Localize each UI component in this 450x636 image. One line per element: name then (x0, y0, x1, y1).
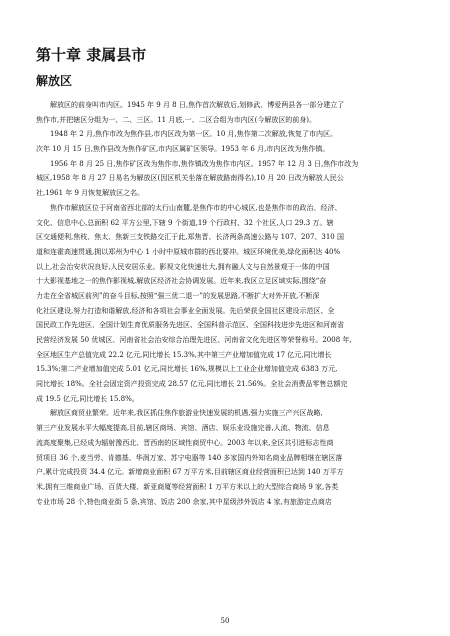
text-line: 1948 年 2 月,焦作市改为焦作县,市内区改为第一区。10 月,焦作第二次解放,恢复了市内区。 (50, 130, 337, 139)
text-line: 力走在全省城区前列”的奋斗目标,按照“强三优二退一”的发展思路,不断扩大对外开放,不断深 (36, 291, 320, 300)
text-line: 贸项目 36 个,麦当劳、肯德基、华润万家、苏宁电器等 140 多家国内外知名商业品牌相继在辖区落 (36, 453, 343, 462)
text-line: 社,1961 年 9 月恢复解放区之名。 (36, 189, 145, 198)
text-line: 米,拥有三维商业广场、百货大楼、新亚商厦等经营面积 1 万平方米以上的大型综合商场 9 家,各类 (36, 482, 339, 491)
text-line: 民营经济发展 50 优城区、河南省社会治安综合治理先进区、河南省文化先进区等荣誉称号。2008 年, (36, 336, 352, 344)
text-line: 成 19.5 亿元,同比增长 15.8%。 (36, 394, 139, 403)
paragraph (36, 157, 414, 201)
text-line: 国民政工作先进区、全国计划生育优质服务先进区、全国科普示范区、全国科技进步先进区和河南省 (36, 321, 344, 330)
text-line: 文化、信息中心,总面积 62 平方公里,下辖 9 个街道,19 个行政村、32 个社区,人口 29.3 万。辖 (36, 218, 334, 227)
text-line: 1956 年 8 月 25 日,焦作矿区改为焦作市,焦作镇改为焦作市内区。1957 年 12 月 3 日,焦作市改为 (50, 159, 359, 168)
page-number: 50 (220, 617, 230, 625)
chapter-title: 第十章 隶属县市 (36, 46, 147, 64)
paragraph (36, 406, 414, 509)
paragraph (36, 142, 414, 157)
section-title: 解放区 (36, 74, 73, 88)
text-line: 以上,社会治安状况良好,人民安居乐业。影视文化快速壮大,拥有融人文与自然景观于一体的中国 (36, 262, 330, 271)
text-line: 全区地区生产总值完成 22.2 亿元,同比增长 15.3%,其中第三产业增加值完成 17 亿元,同比增长 (36, 350, 332, 359)
text-line: 焦作市解放区位于河南省西北部的太行山南麓,是焦作市的中心城区,也是焦作市的政治、经济、 (50, 203, 342, 212)
text-line: 十大影视基地之一的焦作影视城,解放区经济社会协调发展。近年来,我区立足区域实际,围绕“奋 (36, 277, 327, 286)
text-line: 第三产业发展水平大幅度提高,目前,辖区商场、宾馆、酒店、娱乐业设施完善,人流、物流、信息 (36, 424, 330, 433)
text-line: 次年 10 月 15 日,焦作县改为焦作矿区,市内区属矿区领导。1953 年 6 月,市内区改为焦作镇。 (36, 145, 330, 154)
text-line: 同比增长 18%。全社会固定资产投资完成 28.57 亿元,同比增长 21.56%。全社会消费品零售总额完 (36, 380, 348, 389)
text-line: 专业市场 28 个,特色商业街 5 条,宾馆、饭店 200 余家,其中星级涉外饭店 4 家,有旅游定点商店 (36, 497, 332, 506)
text-line: 道和连霍高速贯通,拥以郑州为中心 1 小时中原城市群的西北要冲。城区环境优美,绿化面积达 40% (36, 247, 341, 256)
paragraph (36, 127, 414, 142)
text-line: 城区,1958 年 8 月 27 日易名为解放区(因区机关坐落在解放路南得名),10 月 20 日改为解放人民公 (36, 174, 344, 183)
body-text (36, 98, 414, 509)
text-line: 流高度聚集,已经成为辐射豫西北、晋西南的区域性商贸中心。2003 年以来,全区共引进标志性商 (36, 438, 334, 447)
text-line: 区交通便利,焦枝、焦太、焦新三支铁路交汇于此,郑焦晋、长济两条高速公路与 107、207、310 国 (36, 233, 344, 242)
text-line: 化社区建设,努力打造和谐解放,经济和各项社会事业全面发展。先后荣获全国社区建设示范区、全 (36, 306, 335, 315)
text-line: 15.3%;第二产业增加值完成 5.01 亿元,同比增长 16%,规模以上工业企业增加值完成 6383 万元, (36, 365, 338, 374)
text-line: 焦作市,并把辖区分组为一、二、三区。11 月底,一、二区合组为市内区(今解放区的前身)。 (36, 115, 317, 124)
paragraph (36, 201, 414, 407)
text-line: 解放区商贸业繁荣。近年来,我区抓住焦作旅游业快速发展的机遇,强力实施三产兴区战略, (50, 409, 323, 418)
text-line: 户,累计完成投资 34.4 亿元。新增商业面积 67 万平方米,目前辖区商业经营面积已达到 140 万平方 (36, 468, 344, 477)
text-line: 解放区的前身叫市内区。1945 年 9 月 8 日,焦作首次解放后,划修武、博爱两县各一部分建立了 (50, 101, 345, 109)
paragraph (36, 98, 414, 127)
